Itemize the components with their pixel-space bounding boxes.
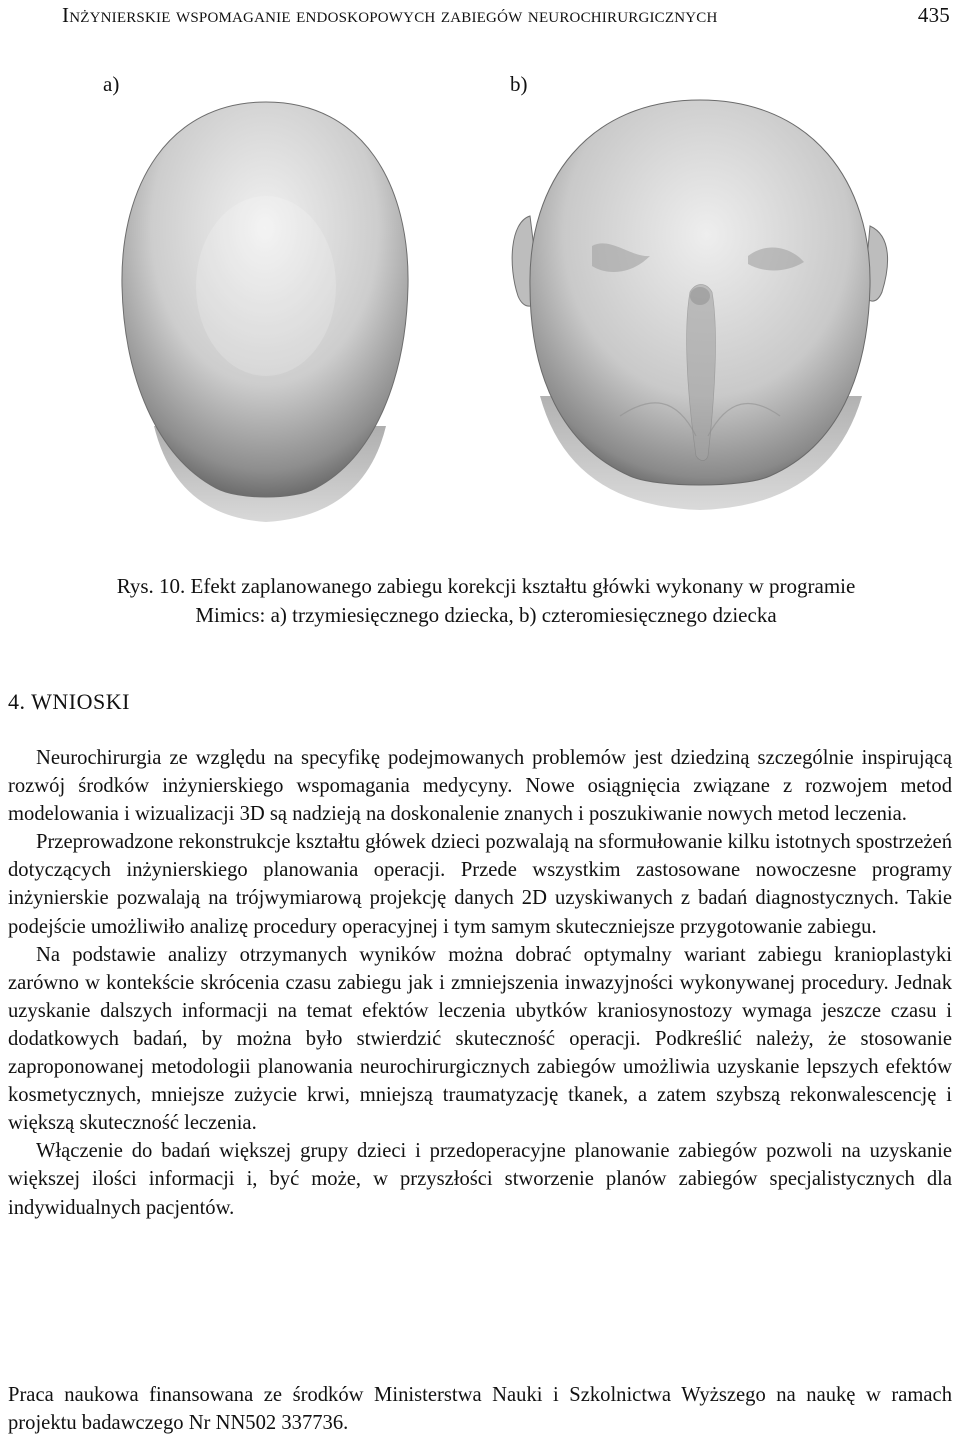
section-body xyxy=(8,744,952,1222)
figure-caption-line-1: Rys. 10. Efekt zaplanowanego zabiegu korekcji kształtu główki wykonany w programie xyxy=(116,574,856,598)
paragraph-2: Przeprowadzone rekonstrukcje kształtu główek dzieci pozwalają na sformułowanie kilku istotnych spostrzeżeń dotyczących inżynierskiego planowania operacji. Przede wszystkim zastosowane nowoczesne programy inżynierskie pozwalają na trójwymiarową projekcję danych 2D uzyskiwanych z badań diagnostycznych. Takie podejście umożliwiło analizę procedury operacyjnej i tym samym skuteczniejsze przygotowanie zabiegu. xyxy=(8,831,952,938)
figure-label-b: b) xyxy=(510,72,528,96)
paragraph-4: Włączenie do badań większej grupy dzieci i przedoperacyjne planowanie zabiegów pozwoli na uzyskanie większej ilości informacji i, być może, w przyszłości stworzenie planów zabiegów specjalistycznych dla indywidualnych pacjentów. xyxy=(8,1140,952,1219)
page-number: 435 xyxy=(917,3,950,27)
paragraph-3: Na podstawie analizy otrzymanych wyników można dobrać optymalny wariant zabiegu kranioplastyki zarówno w kontekście skrócenia czasu zabiegu jak i zmniejszenia inwazyjności wykonywanej procedury. Jednak uzyskanie dalszych informacji na temat efektów leczenia ubytków kraniosynostozy wymaga jeszcze czasu i dodatkowych badań, by można było stwierdzić skuteczność operacji. Podkreślić należy, że stosowanie zaproponowanej metodologii planowania neurochirurgicznych zabiegów umożliwia uzyskanie lepszych efektów kosmetycznych, mniejsze zużycie krwi, mniejszą traumatyzację tkanek, a zatem szybszą rekonwalescencję i większą skuteczność leczenia. xyxy=(8,943,952,1135)
paragraph-1: Neurochirurgia ze względu na specyfikę podejmowanych problemów jest dziedziną szczególnie inspirującą rozwój środków inżynierskiego wspomagania medycyny. Nowe osiągnięcia związane z rozwojem metod modelowania i wizualizacji 3D są nadzieją na doskonalenie znanych i poszukiwanie nowych metod leczenia. xyxy=(8,747,952,826)
figure-skull-model-b xyxy=(500,96,900,516)
funding-note: Praca naukowa finansowana ze środków Ministerstwa Nauki i Szkolnictwa Wyższego na naukę w ramach projektu badawczego Nr NN502 337736. xyxy=(8,1384,952,1435)
section-title: 4. WNIOSKI xyxy=(8,689,130,714)
running-header-title: Inżynierskie wspomaganie endoskopowych zabiegów neurochirurgicznych xyxy=(62,3,718,27)
figure-caption xyxy=(96,572,876,630)
figure-skull-model-a xyxy=(96,96,436,526)
figure-label-a: a) xyxy=(103,72,120,96)
figure-caption-line-2: Mimics: a) trzymiesięcznego dziecka, b) czteromiesięcznego dziecka xyxy=(195,603,777,627)
running-header xyxy=(62,3,952,28)
